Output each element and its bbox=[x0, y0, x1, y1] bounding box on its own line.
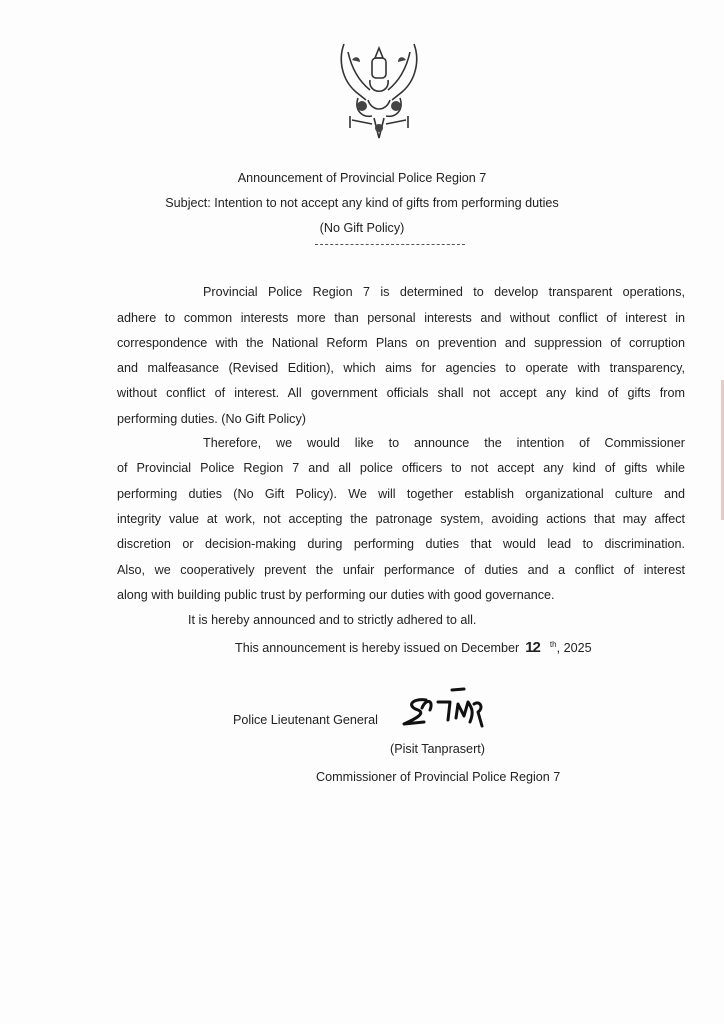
closing-statement: It is hereby announced and to strictly adhered to all. bbox=[188, 613, 477, 627]
text-line: discretion or decision-making during performing duties that would lead to discrimination. bbox=[117, 537, 685, 551]
date-year: , 2025 bbox=[556, 641, 592, 656]
policy-label: (No Gift Policy) bbox=[319, 221, 405, 235]
text-line: performing duties (No Gift Policy). We will together establish organizational culture and bbox=[117, 487, 685, 501]
date-prefix: This announcement is hereby issued on December bbox=[235, 641, 520, 656]
text-line: adhere to common interests more than personal interests and without conflict of interest in bbox=[117, 311, 685, 325]
text-line: of Provincial Police Region 7 and all police officers to not accept any kind of gifts while bbox=[117, 461, 685, 475]
announcement-subject: Subject: Intention to not accept any kind of gifts from performing duties bbox=[165, 196, 559, 210]
text-line: Also, we cooperatively prevent the unfair performance of duties and a conflict of interest bbox=[117, 563, 685, 577]
garuda-emblem-icon bbox=[338, 40, 420, 148]
date-suffix: th bbox=[549, 640, 557, 649]
text-line: integrity value at work, not accepting the patronage system, avoiding actions that may affect bbox=[117, 512, 685, 526]
signatory-rank: Police Lieutenant General bbox=[233, 713, 378, 727]
divider bbox=[315, 244, 465, 245]
text-line: Therefore, we would like to announce the intention of Commissioner bbox=[203, 436, 685, 450]
text-line: and malfeasance (Revised Edition), which aims for agencies to operate with transparency, bbox=[117, 361, 685, 375]
signatory-name: (Pisit Tanprasert) bbox=[390, 742, 485, 756]
signatory-position: Commissioner of Provincial Police Region 7 bbox=[316, 770, 561, 784]
handwritten-signature bbox=[400, 686, 496, 730]
issue-date bbox=[235, 637, 592, 656]
text-line: along with building public trust by performing our duties with good governance. bbox=[117, 588, 555, 602]
text-line: without conflict of interest. All government officials shall not accept any kind of gifts from bbox=[117, 386, 685, 400]
date-day: 12 bbox=[525, 639, 540, 657]
text-line: performing duties. (No Gift Policy) bbox=[117, 412, 306, 426]
text-line: Provincial Police Region 7 is determined to develop transparent operations, bbox=[203, 285, 685, 299]
announcement-title: Announcement of Provincial Police Region 7 bbox=[237, 171, 487, 185]
text-line: correspondence with the National Reform Plans on prevention and suppression of corruption bbox=[117, 336, 685, 350]
